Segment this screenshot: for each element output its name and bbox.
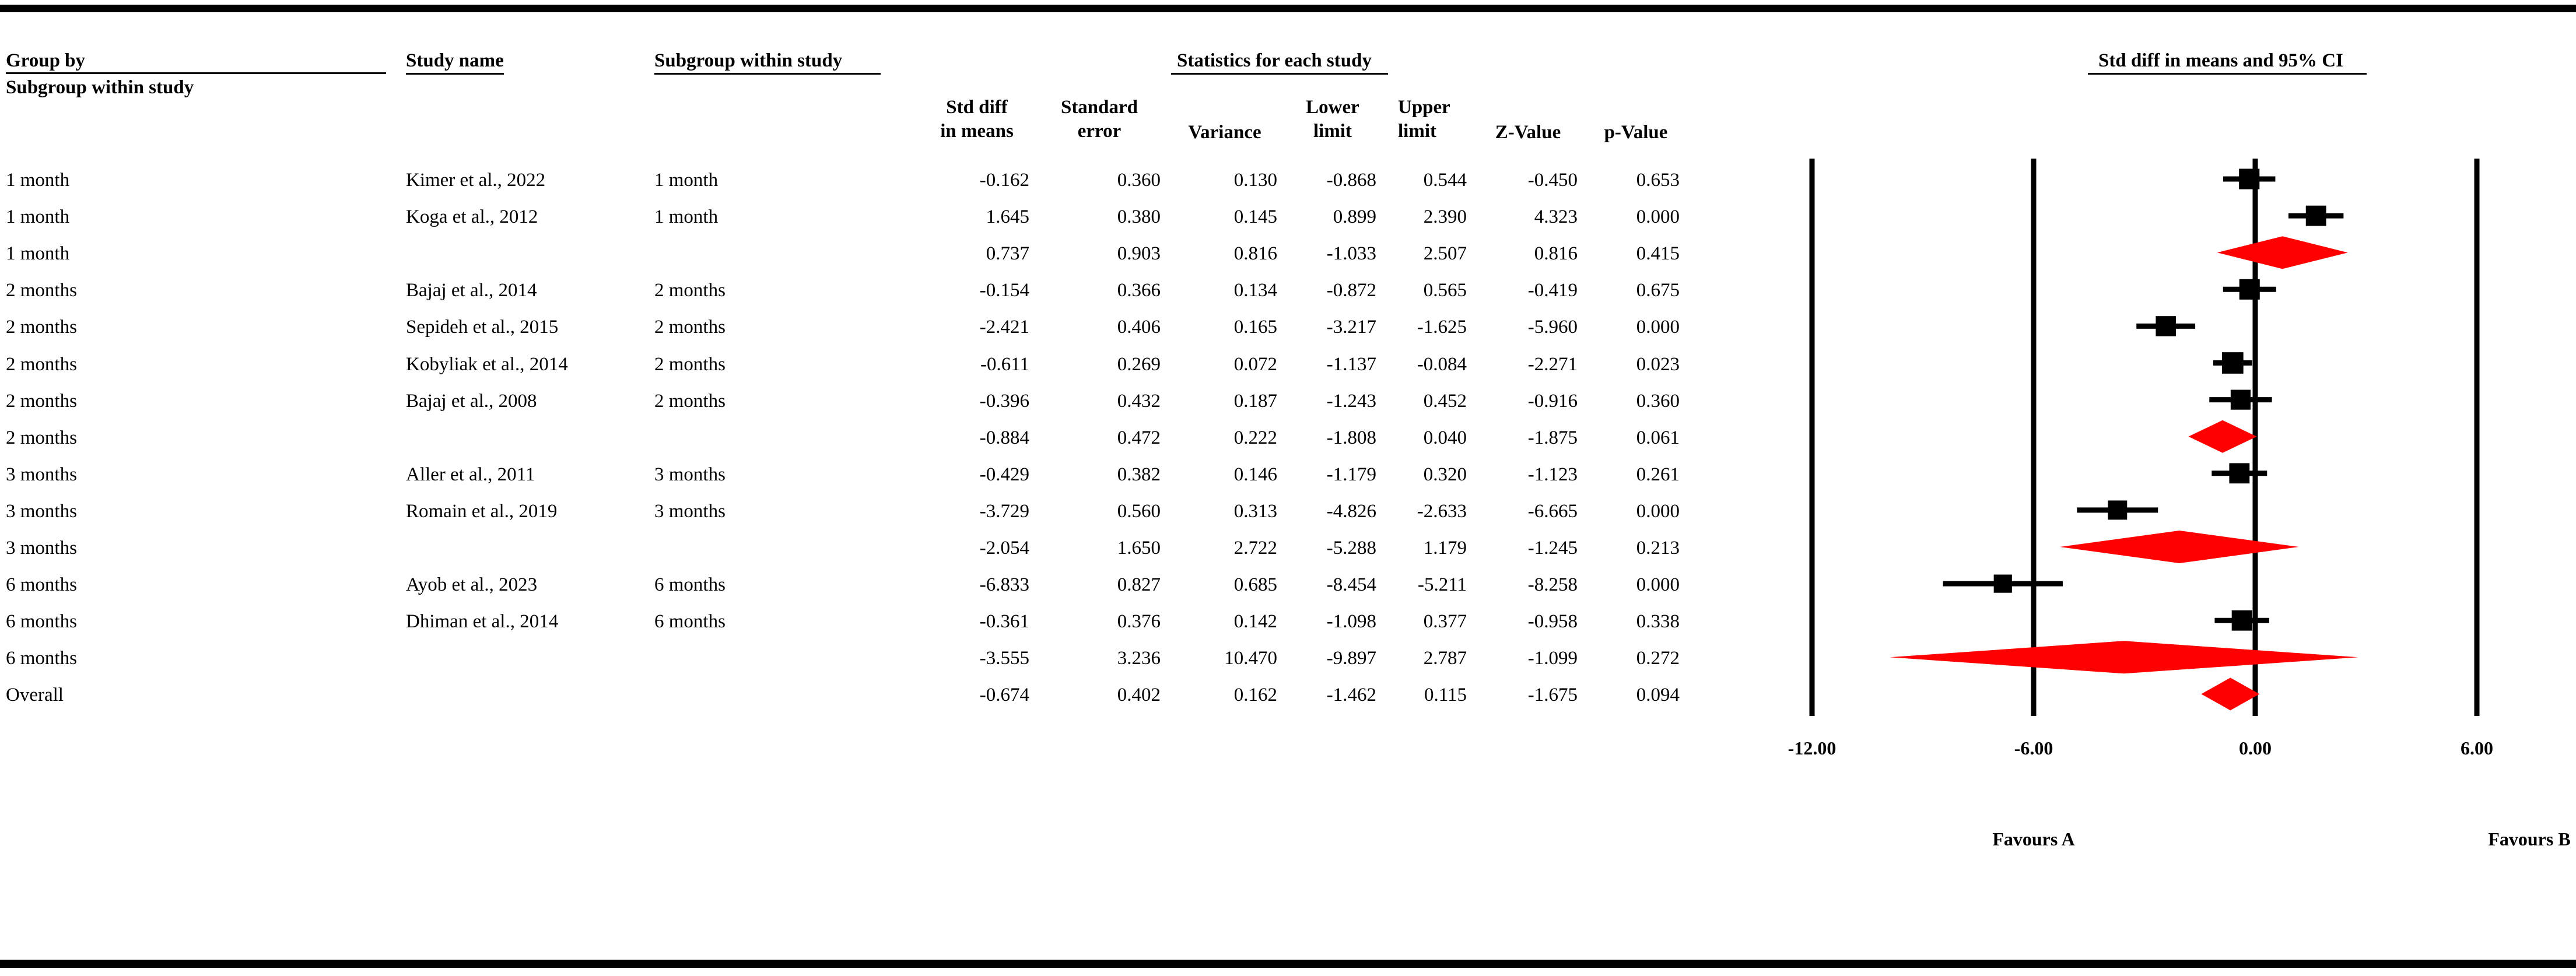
cell-variance: 0.685 xyxy=(1233,574,1277,596)
cell-study-name: Kimer et al., 2022 xyxy=(406,170,546,191)
cell-upper-limit: -5.211 xyxy=(1417,574,1467,596)
cell-variance: 0.162 xyxy=(1233,684,1277,706)
cell-std-error: 0.360 xyxy=(1117,170,1161,191)
cell-subgroup: 1 month xyxy=(654,170,719,191)
cell-std-diff: -0.361 xyxy=(979,611,1029,633)
cell-std-diff: -3.729 xyxy=(979,500,1029,522)
cell-p-value: 0.675 xyxy=(1636,280,1680,301)
cell-subgroup: 6 months xyxy=(654,611,726,633)
cell-upper-limit: 2.390 xyxy=(1423,206,1467,228)
cell-p-value: 0.261 xyxy=(1636,464,1680,485)
cell-variance: 0.134 xyxy=(1233,280,1277,301)
cell-z-value: -0.419 xyxy=(1527,280,1578,301)
cell-variance: 0.145 xyxy=(1233,206,1277,228)
cell-std-error: 0.560 xyxy=(1117,500,1161,522)
header-lower-limit: Lower limit xyxy=(1306,97,1359,142)
cell-z-value: -8.258 xyxy=(1527,574,1578,596)
effect-marker xyxy=(2229,463,2249,483)
cell-study-name: Koga et al., 2012 xyxy=(406,206,538,228)
cell-z-value: -1.675 xyxy=(1527,684,1578,706)
cell-z-value: -1.875 xyxy=(1527,427,1578,448)
effect-marker xyxy=(2156,316,2175,336)
cell-p-value: 0.000 xyxy=(1636,574,1680,596)
header-study-name: Study name xyxy=(406,51,504,75)
cell-study-name: Bajaj et al., 2014 xyxy=(406,280,537,301)
cell-std-error: 0.432 xyxy=(1117,390,1161,412)
header-z-value: Z-Value xyxy=(1495,122,1561,143)
cell-z-value: -0.450 xyxy=(1527,170,1578,191)
x-tick-label: 6.00 xyxy=(2461,738,2493,759)
cell-lower-limit: -1.243 xyxy=(1326,390,1376,412)
cell-z-value: -6.665 xyxy=(1527,500,1578,522)
summary-diamond xyxy=(2201,677,2259,710)
x-tick-label: 0.00 xyxy=(2239,738,2272,759)
cell-std-error: 0.380 xyxy=(1117,206,1161,228)
effect-marker xyxy=(2108,500,2127,519)
cell-upper-limit: 0.565 xyxy=(1423,280,1467,301)
cell-variance: 10.470 xyxy=(1224,648,1277,669)
cell-variance: 0.816 xyxy=(1233,243,1277,265)
x-tick-label: -6.00 xyxy=(2014,738,2053,759)
cell-variance: 0.187 xyxy=(1233,390,1277,412)
cell-subgroup: 1 month xyxy=(654,206,719,228)
cell-z-value: -1.099 xyxy=(1527,648,1578,669)
cell-subgroup: 2 months xyxy=(654,353,726,375)
cell-std-diff: -2.054 xyxy=(979,538,1029,559)
cell-group: 1 month xyxy=(6,170,70,191)
cell-upper-limit: 0.320 xyxy=(1423,464,1467,485)
summary-diamond xyxy=(2188,420,2256,453)
cell-std-diff: -0.162 xyxy=(979,170,1029,191)
cell-variance: 2.722 xyxy=(1233,538,1277,559)
cell-std-diff: 0.737 xyxy=(986,243,1029,265)
cell-subgroup: 2 months xyxy=(654,280,726,301)
cell-p-value: 0.360 xyxy=(1636,390,1680,412)
cell-p-value: 0.272 xyxy=(1636,648,1680,669)
cell-group: 3 months xyxy=(6,500,77,522)
cell-group: 2 months xyxy=(6,280,77,301)
favours-left-label: Favours A xyxy=(1992,828,2075,849)
cell-lower-limit: -1.808 xyxy=(1326,427,1376,448)
cell-z-value: -1.245 xyxy=(1527,538,1578,559)
cell-upper-limit: 0.452 xyxy=(1423,390,1467,412)
cell-study-name: Dhiman et al., 2014 xyxy=(406,611,559,633)
cell-std-error: 0.406 xyxy=(1117,317,1161,338)
cell-upper-limit: 2.507 xyxy=(1423,243,1467,265)
cell-std-diff: -2.421 xyxy=(979,317,1029,338)
effect-marker xyxy=(2239,279,2260,300)
cell-z-value: -0.916 xyxy=(1527,390,1578,412)
cell-lower-limit: -4.826 xyxy=(1326,500,1376,522)
cell-subgroup: 2 months xyxy=(654,317,726,338)
cell-std-error: 0.827 xyxy=(1117,574,1161,596)
cell-std-diff: -0.611 xyxy=(980,353,1029,375)
cell-lower-limit: -5.288 xyxy=(1326,538,1376,559)
cell-p-value: 0.213 xyxy=(1636,538,1680,559)
summary-diamond xyxy=(1890,641,2358,673)
cell-std-error: 0.376 xyxy=(1117,611,1161,633)
cell-variance: 0.146 xyxy=(1233,464,1277,485)
cell-std-error: 0.472 xyxy=(1117,427,1161,448)
cell-std-diff: -0.396 xyxy=(979,390,1029,412)
header-subgroup-within-study: Subgroup within study xyxy=(6,77,194,98)
cell-study-name: Ayob et al., 2023 xyxy=(406,574,538,596)
cell-group: 2 months xyxy=(6,390,77,412)
cell-p-value: 0.000 xyxy=(1636,206,1680,228)
cell-std-diff: -6.833 xyxy=(979,574,1029,596)
favours-right-label: Favours B xyxy=(2488,828,2571,849)
cell-group: 2 months xyxy=(6,427,77,448)
header-variance: Variance xyxy=(1188,122,1261,143)
cell-study-name: Sepideh et al., 2015 xyxy=(406,317,559,338)
cell-z-value: 4.323 xyxy=(1534,206,1578,228)
cell-lower-limit: -9.897 xyxy=(1326,648,1376,669)
summary-diamond xyxy=(2217,236,2348,269)
header-std-diff: Std diff in means xyxy=(940,97,1014,142)
cell-std-diff: -0.674 xyxy=(979,684,1029,706)
cell-p-value: 0.094 xyxy=(1636,684,1680,706)
cell-study-name: Kobyliak et al., 2014 xyxy=(406,353,568,375)
cell-upper-limit: -2.633 xyxy=(1417,500,1467,522)
cell-std-diff: 1.645 xyxy=(986,206,1029,228)
cell-std-error: 0.269 xyxy=(1117,353,1161,375)
cell-std-error: 0.366 xyxy=(1117,280,1161,301)
cell-lower-limit: -0.872 xyxy=(1326,280,1376,301)
cell-upper-limit: 0.115 xyxy=(1424,684,1467,706)
cell-p-value: 0.023 xyxy=(1636,353,1680,375)
effect-marker xyxy=(1994,575,2012,593)
plot-title: Std diff in means and 95% CI xyxy=(2088,51,2367,75)
cell-lower-limit: -1.033 xyxy=(1326,243,1376,265)
effect-marker xyxy=(2232,610,2252,631)
cell-lower-limit: -1.098 xyxy=(1326,611,1376,633)
cell-group: 6 months xyxy=(6,648,77,669)
cell-upper-limit: 0.040 xyxy=(1423,427,1467,448)
summary-diamond xyxy=(2060,531,2299,563)
cell-std-error: 0.382 xyxy=(1117,464,1161,485)
cell-group: 1 month xyxy=(6,206,70,228)
cell-lower-limit: 0.899 xyxy=(1333,206,1376,228)
cell-lower-limit: -1.462 xyxy=(1326,684,1376,706)
cell-upper-limit: 1.179 xyxy=(1423,538,1467,559)
cell-p-value: 0.000 xyxy=(1636,500,1680,522)
cell-subgroup: 6 months xyxy=(654,574,726,596)
cell-upper-limit: 0.544 xyxy=(1423,170,1467,191)
cell-z-value: -2.271 xyxy=(1527,353,1578,375)
cell-variance: 0.142 xyxy=(1233,611,1277,633)
cell-variance: 0.222 xyxy=(1233,427,1277,448)
cell-lower-limit: -1.179 xyxy=(1326,464,1376,485)
header-p-value: p-Value xyxy=(1604,122,1668,143)
cell-group: 6 months xyxy=(6,611,77,633)
x-tick-label: -12.00 xyxy=(1788,738,1837,759)
cell-z-value: 0.816 xyxy=(1534,243,1578,265)
cell-group: 6 months xyxy=(6,574,77,596)
cell-z-value: -5.960 xyxy=(1527,317,1578,338)
cell-std-diff: -0.429 xyxy=(979,464,1029,485)
cell-p-value: 0.061 xyxy=(1636,427,1680,448)
header-upper-limit: Upper limit xyxy=(1398,97,1450,142)
cell-std-error: 3.236 xyxy=(1117,648,1161,669)
cell-study-name: Aller et al., 2011 xyxy=(406,464,535,485)
cell-std-error: 0.903 xyxy=(1117,243,1161,265)
cell-std-error: 0.402 xyxy=(1117,684,1161,706)
effect-marker xyxy=(2306,206,2326,226)
header-group-by: Group by xyxy=(6,50,86,71)
cell-p-value: 0.000 xyxy=(1636,317,1680,338)
cell-group: Overall xyxy=(6,684,64,706)
cell-variance: 0.130 xyxy=(1233,170,1277,191)
cell-std-diff: -0.154 xyxy=(979,280,1029,301)
header-standard-error: Standard error xyxy=(1060,97,1138,142)
cell-upper-limit: 0.377 xyxy=(1423,611,1467,633)
cell-z-value: -0.958 xyxy=(1527,611,1578,633)
effect-marker xyxy=(2222,352,2244,374)
cell-z-value: -1.123 xyxy=(1527,464,1578,485)
cell-variance: 0.165 xyxy=(1233,317,1277,338)
cell-variance: 0.072 xyxy=(1233,353,1277,375)
header-subgroup-col: Subgroup within study xyxy=(654,51,881,75)
effect-marker xyxy=(2239,168,2259,189)
cell-lower-limit: -0.868 xyxy=(1326,170,1376,191)
cell-upper-limit: -0.084 xyxy=(1417,353,1467,375)
cell-lower-limit: -8.454 xyxy=(1326,574,1376,596)
cell-lower-limit: -3.217 xyxy=(1326,317,1376,338)
header-stats-title: Statistics for each study xyxy=(1171,51,1388,75)
cell-subgroup: 3 months xyxy=(654,464,726,485)
cell-variance: 0.313 xyxy=(1233,500,1277,522)
cell-subgroup: 3 months xyxy=(654,500,726,522)
cell-upper-limit: 2.787 xyxy=(1423,648,1467,669)
effect-marker xyxy=(2231,390,2251,410)
cell-study-name: Romain et al., 2019 xyxy=(406,500,558,522)
cell-group: 2 months xyxy=(6,317,77,338)
cell-study-name: Bajaj et al., 2008 xyxy=(406,390,537,412)
cell-p-value: 0.653 xyxy=(1636,170,1680,191)
cell-std-diff: -0.884 xyxy=(979,427,1029,448)
cell-std-diff: -3.555 xyxy=(979,648,1029,669)
cell-group: 1 month xyxy=(6,243,70,265)
cell-lower-limit: -1.137 xyxy=(1326,353,1376,375)
cell-group: 3 months xyxy=(6,538,77,559)
cell-group: 2 months xyxy=(6,353,77,375)
cell-upper-limit: -1.625 xyxy=(1417,317,1467,338)
cell-subgroup: 2 months xyxy=(654,390,726,412)
cell-p-value: 0.338 xyxy=(1636,611,1680,633)
cell-group: 3 months xyxy=(6,464,77,485)
cell-p-value: 0.415 xyxy=(1636,243,1680,265)
cell-std-error: 1.650 xyxy=(1117,538,1161,559)
